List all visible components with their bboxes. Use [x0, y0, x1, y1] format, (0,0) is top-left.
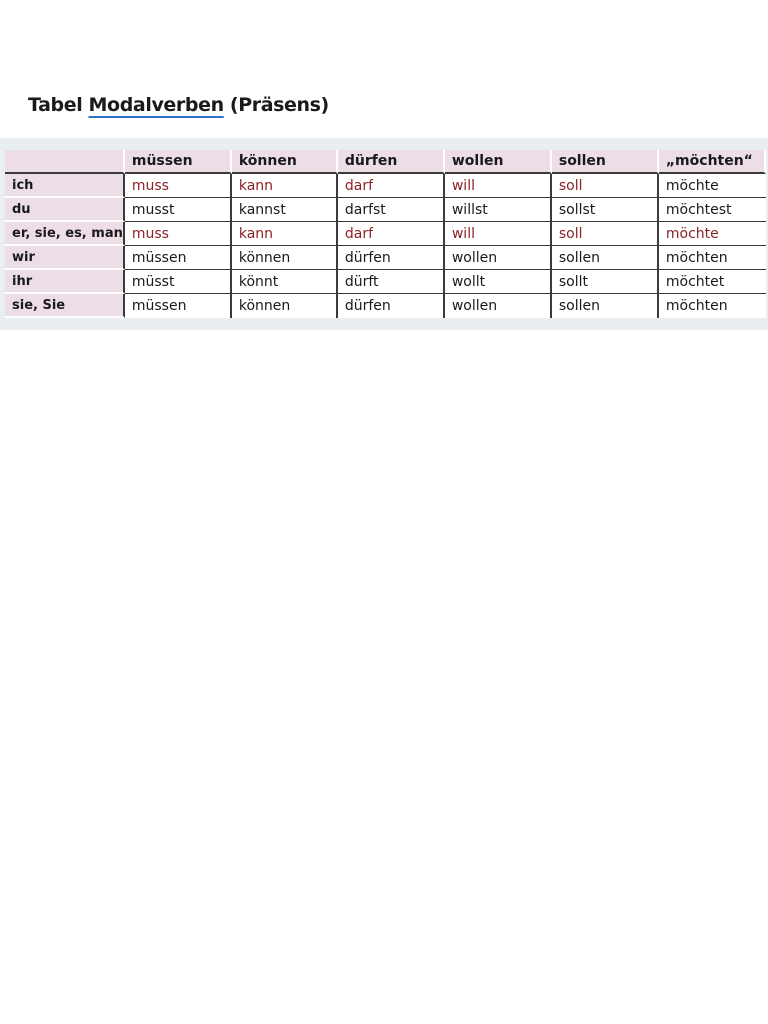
- conjugation-cell: kannst: [232, 198, 338, 222]
- pronoun-cell: er, sie, es, man: [5, 222, 125, 246]
- conjugation-cell: musst: [125, 198, 232, 222]
- title-prefix: Tabel: [28, 94, 89, 116]
- table-row: [5, 198, 766, 222]
- conjugation-cell: will: [445, 222, 552, 246]
- conjugation-cell: darfst: [338, 198, 445, 222]
- conjugation-cell: sollen: [552, 246, 659, 270]
- title-suffix: (Präsens): [223, 94, 329, 116]
- table-panel: [0, 138, 768, 330]
- conjugation-cell: möchten: [659, 246, 766, 270]
- conjugation-cell: müssen: [125, 294, 232, 318]
- conjugation-cell: soll: [552, 222, 659, 246]
- conjugation-cell: will: [445, 174, 552, 198]
- table-body: [5, 174, 766, 318]
- pronoun-cell: wir: [5, 246, 125, 270]
- conjugation-cell: muss: [125, 174, 232, 198]
- pronoun-cell: sie, Sie: [5, 294, 125, 318]
- pronoun-cell: du: [5, 198, 125, 222]
- column-header: sollen: [552, 150, 659, 174]
- conjugation-cell: soll: [552, 174, 659, 198]
- conjugation-cell: darf: [338, 174, 445, 198]
- conjugation-cell: möchte: [659, 174, 766, 198]
- modal-verbs-table: [5, 150, 766, 318]
- conjugation-cell: sollt: [552, 270, 659, 294]
- conjugation-cell: dürfen: [338, 246, 445, 270]
- table-row: [5, 294, 766, 318]
- conjugation-cell: möchtest: [659, 198, 766, 222]
- column-header: „möchten“: [659, 150, 766, 174]
- page-title: [28, 94, 329, 116]
- table-row: [5, 222, 766, 246]
- conjugation-cell: können: [232, 246, 338, 270]
- conjugation-cell: sollen: [552, 294, 659, 318]
- column-header: können: [232, 150, 338, 174]
- column-header: wollen: [445, 150, 552, 174]
- conjugation-cell: möchten: [659, 294, 766, 318]
- conjugation-cell: wollen: [445, 246, 552, 270]
- conjugation-cell: müssen: [125, 246, 232, 270]
- conjugation-cell: dürfen: [338, 294, 445, 318]
- conjugation-cell: möchtet: [659, 270, 766, 294]
- conjugation-cell: darf: [338, 222, 445, 246]
- conjugation-cell: können: [232, 294, 338, 318]
- conjugation-cell: wollt: [445, 270, 552, 294]
- conjugation-cell: möchte: [659, 222, 766, 246]
- conjugation-cell: sollst: [552, 198, 659, 222]
- conjugation-cell: müsst: [125, 270, 232, 294]
- table-row: [5, 174, 766, 198]
- conjugation-cell: kann: [232, 174, 338, 198]
- conjugation-cell: willst: [445, 198, 552, 222]
- table-header-row: [5, 150, 766, 174]
- conjugation-cell: kann: [232, 222, 338, 246]
- pronoun-cell: ich: [5, 174, 125, 198]
- conjugation-cell: wollen: [445, 294, 552, 318]
- header-corner-cell: [5, 150, 125, 174]
- conjugation-cell: könnt: [232, 270, 338, 294]
- table-row: [5, 246, 766, 270]
- column-header: dürfen: [338, 150, 445, 174]
- column-header: müssen: [125, 150, 232, 174]
- conjugation-cell: dürft: [338, 270, 445, 294]
- table-row: [5, 270, 766, 294]
- conjugation-cell: muss: [125, 222, 232, 246]
- pronoun-cell: ihr: [5, 270, 125, 294]
- title-keyword: Modalverben: [88, 94, 224, 116]
